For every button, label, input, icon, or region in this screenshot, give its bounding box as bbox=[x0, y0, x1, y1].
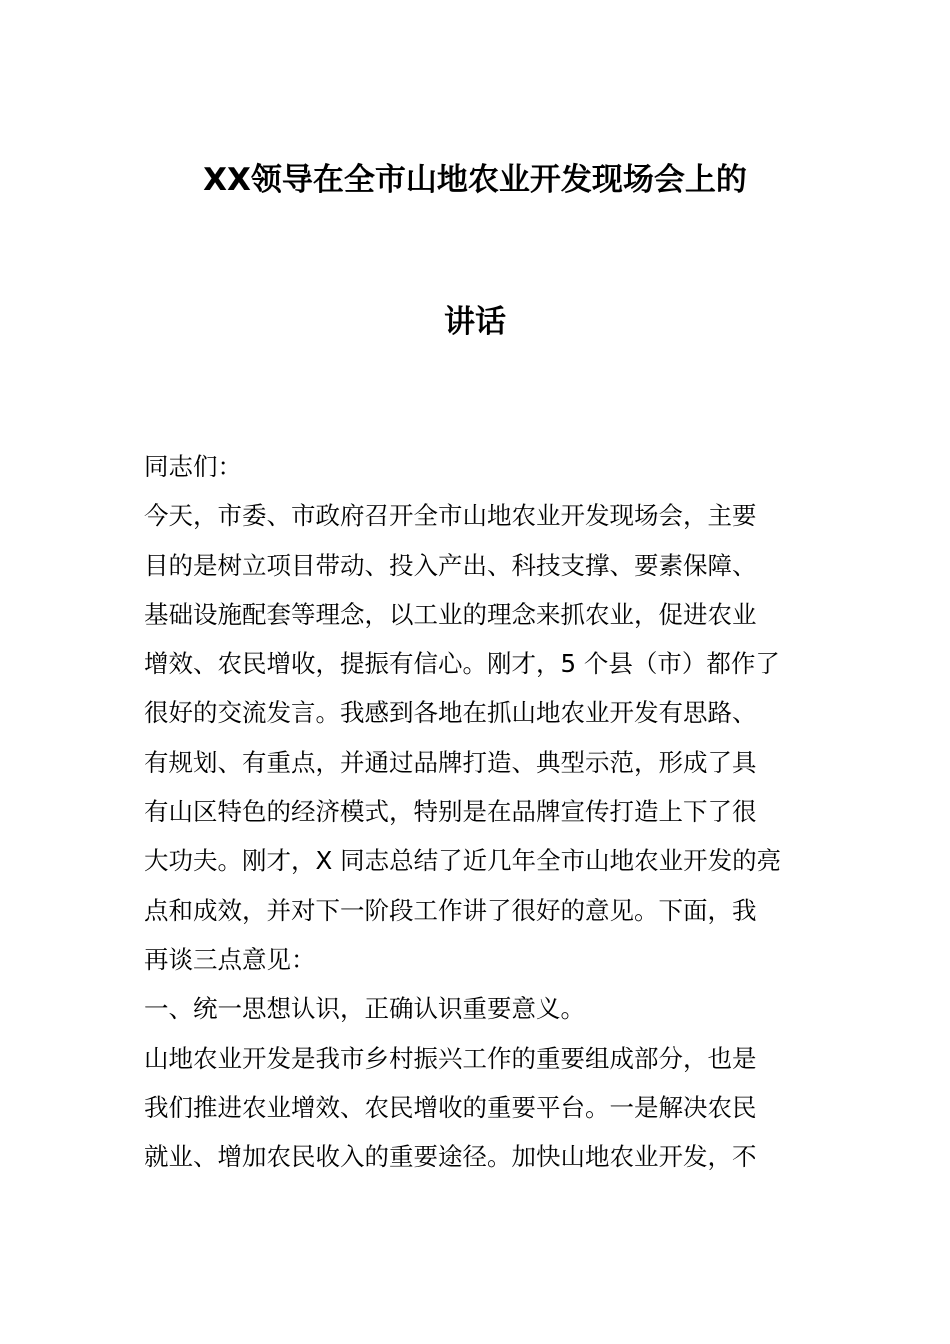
body-line: 再谈三点意见： bbox=[144, 944, 316, 974]
body-line: 很好的交流发言。我感到各地在抓山地农业开发有思路、 bbox=[144, 698, 757, 728]
document-body bbox=[144, 442, 809, 1181]
body-line: 目的是树立项目带动、投入产出、科技支撑、要素保障、 bbox=[144, 550, 757, 580]
body-line: 有山区特色的经济模式，特别是在品牌宣传打造上下了很 bbox=[144, 797, 757, 827]
body-line: 山地农业开发是我市乡村振兴工作的重要组成部分，也是 bbox=[144, 1043, 757, 1073]
body-line: 大功夫。刚才，X 同志总结了近几年全市山地农业开发的亮 bbox=[144, 846, 782, 876]
body-line: 基础设施配套等理念，以工业的理念来抓农业，促进农业 bbox=[144, 599, 757, 629]
section-heading: 一、统一思想认识，正确认识重要意义。 bbox=[144, 994, 585, 1024]
body-line: 就业、增加农民收入的重要途径。加快山地农业开发，不 bbox=[144, 1142, 757, 1172]
body-line: 有规划、有重点，并通过品牌打造、典型示范，形成了具 bbox=[144, 747, 757, 777]
document-title-line-2: 讲话 bbox=[444, 304, 506, 340]
document-title-line-1: XX领导在全市山地农业开发现场会上的 bbox=[203, 162, 747, 198]
body-line: 点和成效，并对下一阶段工作讲了很好的意见。下面，我 bbox=[144, 895, 757, 925]
body-line: 增效、农民增收，提振有信心。刚才，5 个县（市）都作了 bbox=[144, 649, 780, 679]
body-line: 今天，市委、市政府召开全市山地农业开发现场会，主要 bbox=[144, 501, 757, 531]
salutation: 同志们： bbox=[144, 452, 242, 481]
body-line: 我们推进农业增效、农民增收的重要平台。一是解决农民 bbox=[144, 1092, 757, 1122]
